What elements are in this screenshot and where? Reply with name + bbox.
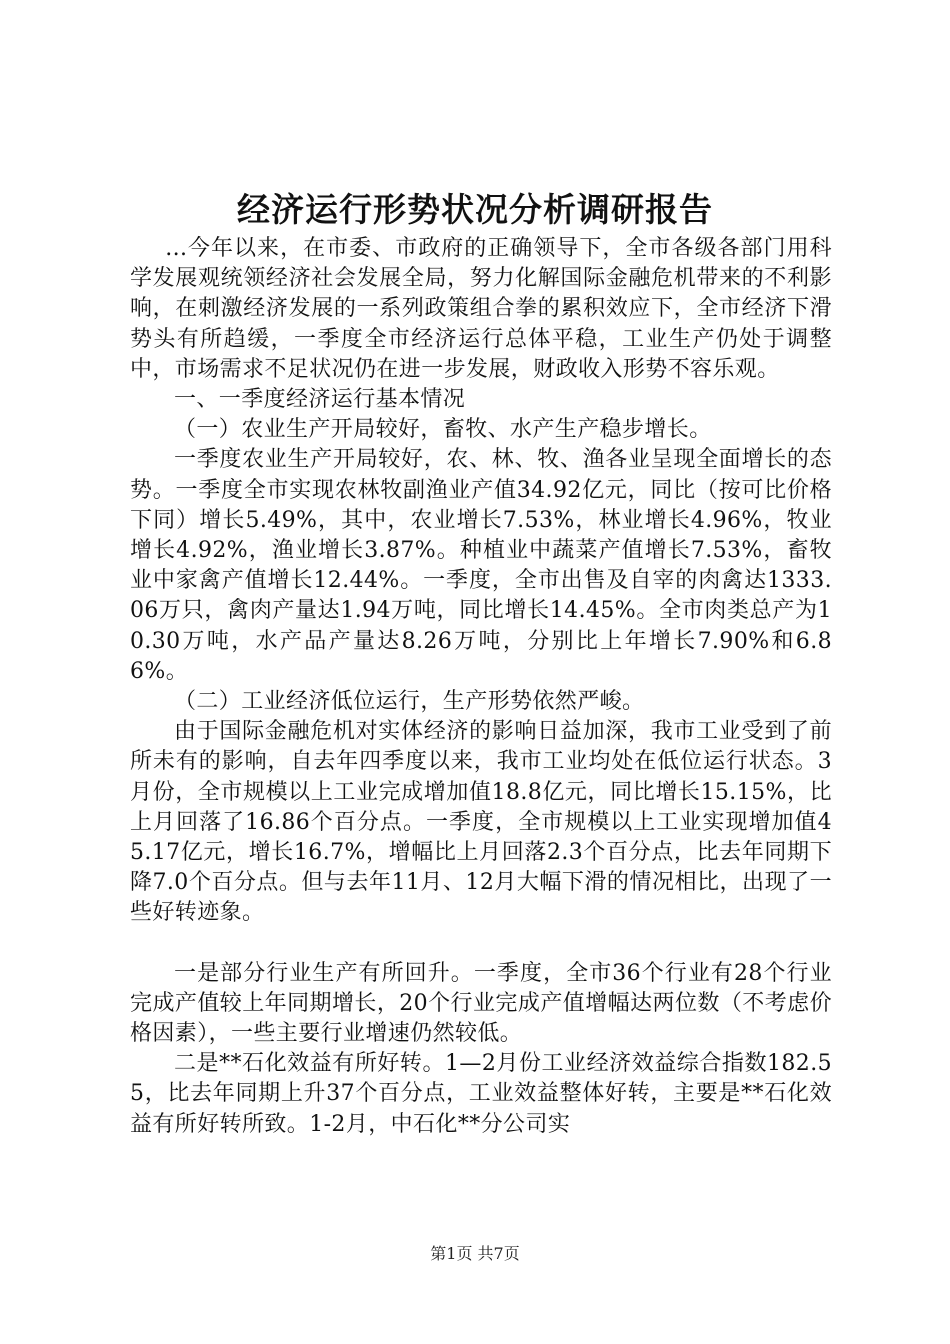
- document-title: 经济运行形势状况分析调研报告: [237, 190, 713, 229]
- paragraph-agriculture: 一季度农业生产开局较好，农、林、牧、渔各业呈现全面增长的态势。一季度全市实现农林牧副渔业产值34.92亿元，同比（按可比价格下同）增长5.49%，其中，农业增长7.53%，林业增长4.96%，牧业增长4.92%，渔业增长3.87%。种植业中蔬菜产值增长7.53%，畜牧业中家禽产值增长12.44%。一季度，全市出售及自宰的肉禽达1333.06万只，禽肉产量达1.94万吨，同比增长14.45%。全市肉类总产为10.30万吨，水产品产量达8.26万吨，分别比上年增长7.90%和6.86%。: [130, 447, 832, 684]
- section-heading-1: 一、一季度经济运行基本情况: [174, 387, 466, 413]
- paragraph-industry: 由于国际金融危机对实体经济的影响日益加深，我市工业受到了前所未有的影响，自去年四季度以来，我市工业均处在低位运行状态。3月份，全市规模以上工业完成增加值18.8亿元，同比增长15.15%，比上月回落了16.86个百分点。一季度，全市规模以上工业实现增加值45.17亿元，增长16.7%，增幅比上月回落2.3个百分点，比去年同期下降7.0个百分点。但与去年11月、12月大幅下滑的情况相比，出现了一些好转迹象。: [130, 719, 832, 926]
- page-number: 第1页 共7页: [430, 1244, 520, 1263]
- document-body: [130, 234, 832, 1140]
- subsection-heading-industry: （二）工业经济低位运行，生产形势依然严峻。: [174, 689, 645, 715]
- paragraph-point-1: 一是部分行业生产有所回升。一季度，全市36个行业有28个行业完成产值较上年同期增长，20个行业完成产值增幅达两位数（不考虑价格因素），一些主要行业增速仍然较低。: [130, 960, 832, 1047]
- paragraph-point-2: 二是**石化效益有所好转。1—2月份工业经济效益综合指数182.55，比去年同期上升37个百分点，工业效益整体好转，主要是**石化效益有所好转所致。1-2月，中石化**分公司实: [130, 1051, 832, 1137]
- subsection-heading-agriculture: （一）农业生产开局较好，畜牧、水产生产稳步增长。: [174, 417, 712, 443]
- paragraph-intro: ...今年以来，在市委、市政府的正确领导下，全市各级各部门用科学发展观统领经济社会发展全局，努力化解国际金融危机带来的不利影响，在刺激经济发展的一系列政策组合拳的累积效应下，全市经济下滑势头有所趋缓，一季度全市经济运行总体平稳，工业生产仍处于调整中，市场需求不足状况仍在进一步发展，财政收入形势不容乐观。: [130, 236, 832, 382]
